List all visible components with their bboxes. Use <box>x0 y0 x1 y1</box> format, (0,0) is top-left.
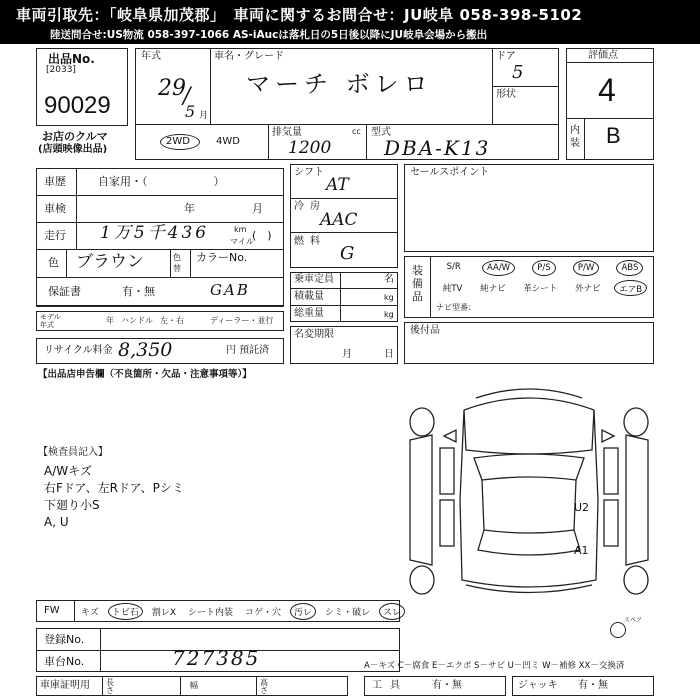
displacement-value: 1200 <box>288 138 332 158</box>
shaken-label: 車検 <box>44 202 66 215</box>
length-label: 長さ <box>106 678 114 695</box>
lot-label: 出品No. <box>48 52 95 66</box>
shaken-month-unit: 月 <box>252 202 263 215</box>
diagram-mark-a1: A1 <box>574 544 589 557</box>
shift-label: シフト <box>294 167 324 178</box>
history-label: 車歴 <box>44 175 66 188</box>
floor-item: シート内装 <box>188 607 234 618</box>
equipment-item: 純ナビ <box>480 284 506 294</box>
inspector-note: A/Wキズ <box>44 464 92 478</box>
diagram-mark-u2: U2 <box>574 501 590 514</box>
mileage-unit-mile: マイル <box>230 237 254 246</box>
equipment-label: 装備品 <box>412 264 423 303</box>
drive-2wd: 2WD <box>166 136 190 147</box>
load-unit: kg <box>384 293 394 302</box>
header-contact: 車両引取先：「岐阜県加茂郡」 車両に関するお問合せ：JU岐阜 058-398-5102 <box>16 6 583 24</box>
equipment-item: P/S <box>532 260 555 276</box>
equipment-row-2 <box>434 280 652 296</box>
shape-label: 形状 <box>496 89 516 100</box>
name-change-month: 月 <box>342 349 352 360</box>
capacity-label: 乗車定員 <box>294 274 334 285</box>
fuel-label: 燃料 <box>294 236 326 247</box>
spare-tire-icon <box>610 622 626 638</box>
dealer-label: ディーラー・並行 <box>210 316 274 325</box>
fuel-value: G <box>340 243 355 264</box>
width-label: 幅 <box>190 681 198 690</box>
model-year-unit: 年 <box>106 316 114 325</box>
load-label: 積載量 <box>294 291 324 302</box>
score-value: 4 <box>598 72 616 108</box>
recycle-label: リサイクル料金 <box>44 345 113 356</box>
month-value: 5 <box>185 102 196 121</box>
equipment-item: AA/W <box>482 260 515 276</box>
lot-small-no: [2033] <box>46 65 76 75</box>
fw-label: FW <box>44 605 60 616</box>
lot-number: 90029 <box>44 92 111 119</box>
tools-label: 工具 <box>372 680 408 691</box>
year-value: 29 <box>158 76 186 101</box>
shop-car-sub: (店頭映像出品) <box>38 144 108 155</box>
header-transport: 陸送問合せ:US物流 058-397-1066 AS-iAucは落札日の5日後以降にJU岐阜会場から搬出 <box>50 29 488 41</box>
sales-point-label: セールスポイント <box>410 167 490 178</box>
equipment-item: ABS <box>616 260 643 276</box>
inspector-note: 右Fドア、左Rドア、Pシミ <box>44 481 184 495</box>
color-label: 色 <box>48 256 59 269</box>
equipment-row-1 <box>434 260 652 276</box>
displacement-unit: cc <box>352 127 361 136</box>
recycle-unit: 円 預託済 <box>226 345 270 356</box>
doors-label: ドア <box>496 51 516 62</box>
equipment-item: 外ナビ <box>575 284 601 294</box>
mileage-unit-km: km <box>234 225 247 234</box>
height-label: 高さ <box>260 678 268 695</box>
month-unit: 月 <box>199 111 209 121</box>
chassis-label: 車台No. <box>44 655 85 668</box>
name-label: 車名・グレード <box>214 51 284 62</box>
ac-label: 冷房 <box>294 201 326 212</box>
reg-no-label: 登録No. <box>44 633 85 646</box>
floor-item: 汚レ <box>290 603 316 620</box>
inspector-note: A, U <box>44 515 69 529</box>
equipment-item: S/R <box>446 262 461 272</box>
floor-item: キズ <box>81 607 99 618</box>
jack-value: 有・無 <box>578 680 608 691</box>
color-value: ブラウン <box>76 252 144 272</box>
floor-items <box>78 602 402 620</box>
inspector-note: 下廻り小S <box>44 498 100 512</box>
chassis-value: 727385 <box>172 646 261 670</box>
inspector-label: 【検査員記入】 <box>38 447 108 458</box>
name-value: マーチ ボレロ <box>246 70 433 98</box>
cert-label: 車庫証明用 <box>40 680 90 691</box>
model-value: DBA-K13 <box>384 136 491 160</box>
score-label: 評価点 <box>588 50 618 61</box>
color-code: GAB <box>210 281 250 299</box>
tools-value: 有・無 <box>432 680 462 691</box>
name-change-label: 名変期限 <box>294 329 334 340</box>
capacity-unit: 名 <box>384 274 394 285</box>
history-value: 自家用・（ ） <box>98 175 225 188</box>
recycle-value: 8,350 <box>118 339 173 361</box>
mileage-value: 1万5千436 <box>100 223 210 243</box>
jack-label: ジャッキ <box>518 680 558 691</box>
year-label: 年式 <box>141 51 161 62</box>
color-sub: 色替 <box>173 253 181 273</box>
accessories-box <box>404 322 654 364</box>
interior-value: B <box>606 123 621 148</box>
floor-item: 割レX <box>151 607 177 618</box>
handle-value: 左・右 <box>160 316 184 325</box>
model-label: 型式 <box>371 127 391 138</box>
spare-label: スペア <box>624 617 643 624</box>
handle-label: ハンドル <box>121 316 153 325</box>
floor-item: トビ石 <box>108 603 143 620</box>
floor-item: シミ・破レ <box>325 607 371 618</box>
model-year-label: モデル年式 <box>40 313 61 329</box>
name-change-day: 日 <box>384 349 394 360</box>
equipment-item: 純TV <box>442 284 463 294</box>
warranty-label: 保証書 <box>48 285 81 298</box>
floor-item: スレ <box>379 603 405 620</box>
shaken-year-unit: 年 <box>184 202 195 215</box>
weight-unit: kg <box>384 310 394 319</box>
equipment-item: P/W <box>573 260 599 276</box>
doors-value: 5 <box>512 62 524 83</box>
floor-item: コゲ・穴 <box>245 607 282 618</box>
ac-value: AAC <box>320 210 358 230</box>
interior-label: 内装 <box>570 125 580 149</box>
equipment-item: エアB <box>614 280 647 296</box>
accessories-label: 後付品 <box>410 325 440 336</box>
weight-label: 総重量 <box>294 308 324 319</box>
nav-label: ナビ型番： <box>436 303 476 312</box>
drive-4wd: 4WD <box>216 136 240 147</box>
displacement-label: 排気量 <box>272 127 302 138</box>
year-slash: / <box>183 84 191 109</box>
header-banner <box>0 0 700 44</box>
color-no-label: カラーNo. <box>196 251 248 264</box>
shift-value: AT <box>326 175 349 195</box>
mileage-paren: ( ) <box>252 229 272 242</box>
declaration-label: 【出品店申告欄（不良箇所・欠品・注意事項等）】 <box>38 369 252 380</box>
warranty-value: 有・無 <box>122 285 155 298</box>
inspector-notes <box>44 465 364 535</box>
equipment-item: 革シート <box>523 284 558 294</box>
damage-legend: A－キズ C－腐食 E－エクボ S－サビ U－凹ミ W－補修 XX－交換済 <box>364 661 625 671</box>
shop-car-label: お店のクルマ <box>42 130 108 143</box>
mileage-label: 走行 <box>44 229 66 242</box>
car-diagram <box>404 380 654 600</box>
